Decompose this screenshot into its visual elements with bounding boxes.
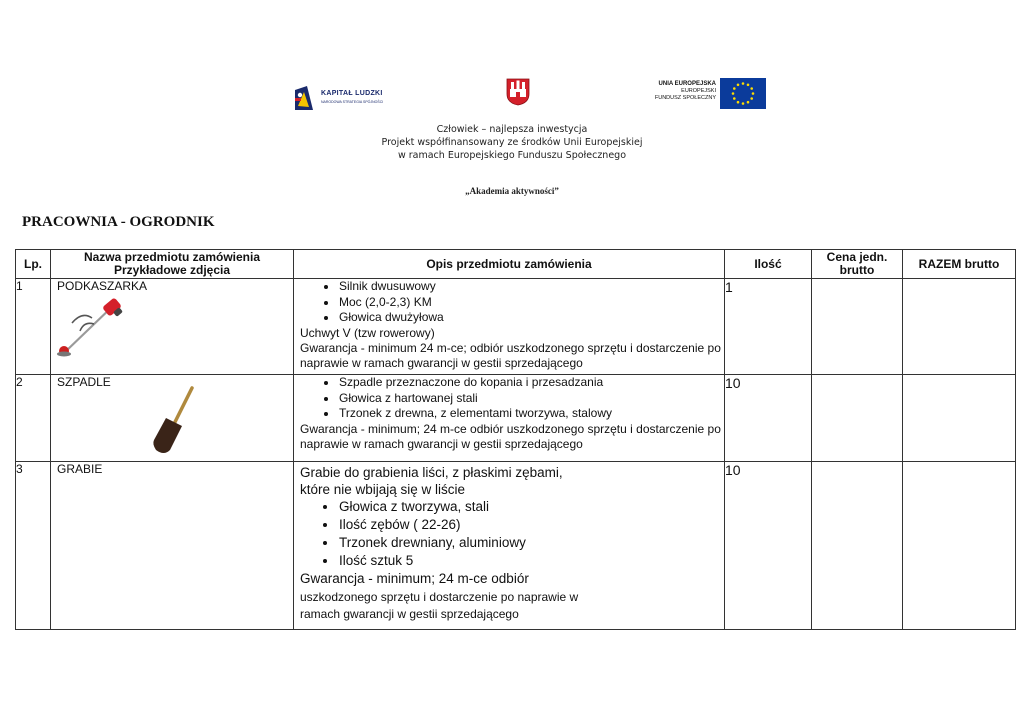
eu-fund-label-1: EUROPEJSKI	[681, 88, 716, 94]
row-1-total	[903, 279, 1016, 375]
row-3-name: GRABIE	[57, 462, 103, 476]
header-lp: Lp.	[16, 250, 51, 279]
row-3-quantity: 10	[725, 462, 812, 630]
row-1-description	[294, 279, 725, 375]
table-header-row	[16, 250, 1016, 279]
header-unit-price-line-1: Cena jedn.	[826, 250, 888, 264]
eu-fund-label-2: FUNDUSZ SPOŁECZNY	[654, 95, 716, 101]
eu-union-label: UNIA EUROPEJSKA	[658, 81, 716, 87]
row-3-warranty	[294, 570, 724, 623]
row-1-bullets	[294, 279, 724, 326]
row-3-description	[294, 462, 725, 630]
eu-flag-icon	[720, 78, 766, 109]
row-1-text-1: Uchwyt V (tzw rowerowy)	[300, 325, 435, 340]
list-item: • Szpadle przeznaczone do kopania i przesadzania	[338, 375, 724, 391]
header-line-3: w ramach Europejskiego Funduszu Społecznego	[397, 150, 627, 161]
header-name-line-2: Przykładowe zdjęcia	[113, 263, 231, 277]
row-1-unit-price	[812, 279, 903, 375]
list-item: • Ilość zębów ( 22-26)	[338, 516, 724, 534]
project-name: „Akademia aktywności”	[465, 186, 559, 196]
header-unit-price-line-2: brutto	[839, 263, 875, 277]
list-item: • Głowica dwużyłowa	[338, 310, 724, 326]
row-3-bullets	[294, 498, 724, 570]
row-2-name-cell	[51, 375, 294, 462]
kapital-ludzki-subtitle: NARODOWA STRATEGIA SPÓJNOŚCI	[321, 100, 384, 104]
order-table	[15, 249, 1016, 630]
list-item: • Silnik dwusuwowy	[338, 279, 724, 295]
header-description: Opis przedmiotu zamówienia	[294, 250, 725, 279]
row-3-lp: 3	[16, 462, 51, 630]
row-1-name: PODKASZARKA	[57, 279, 148, 293]
row-2-name: SZPADLE	[57, 375, 111, 389]
section-title: PRACOWNIA - OGRODNIK	[22, 214, 215, 230]
header-quantity: Ilość	[725, 250, 812, 279]
list-item: • Głowica z tworzywa, stali	[338, 498, 724, 516]
row-3-name-cell	[51, 462, 294, 630]
header-total: RAZEM brutto	[903, 250, 1016, 279]
row-2-unit-price	[812, 375, 903, 462]
list-item: • Moc (2,0-2,3) KM	[338, 295, 724, 311]
table-row	[16, 462, 1016, 630]
table-row	[16, 375, 1016, 462]
header-unit-price	[812, 250, 903, 279]
kapital-ludzki-title: KAPITAŁ LUDZKI	[321, 90, 383, 97]
kapital-ludzki-logo	[295, 86, 405, 112]
row-3-warranty-rest: uszkodzonego sprzętu i dostarczenie po naprawie w ramach gwarancji w gestii sprzedającego	[300, 589, 579, 621]
row-2-bullets	[294, 375, 724, 422]
row-2-text-1: Gwarancja - minimum; 24 m-ce odbiór uszkodzonego sprzętu i dostarczenie po naprawie w ramach gwarancji w gestii sprzedającego	[300, 421, 721, 451]
table-row	[16, 279, 1016, 375]
city-crest-icon	[506, 78, 530, 106]
row-2-quantity: 10	[725, 375, 812, 462]
row-1-name-cell	[51, 279, 294, 375]
list-item: • Trzonek drewniany, aluminiowy	[338, 534, 724, 552]
list-item: • Trzonek z drewna, z elementami tworzywa, stalowy	[338, 406, 724, 422]
logo-bar	[0, 78, 1024, 114]
list-item: • Głowica z hartowanej stali	[338, 391, 724, 407]
row-1-quantity: 1	[725, 279, 812, 375]
kapital-ludzki-mark-icon	[295, 86, 313, 110]
row-3-intro: Grabie do grabienia liści, z płaskimi zębami, które nie wbijają się w liście	[300, 465, 563, 497]
row-2-total	[903, 375, 1016, 462]
row-2-lp: 2	[16, 375, 51, 462]
row-1-lp: 1	[16, 279, 51, 375]
row-1-text-2: Gwarancja - minimum 24 m-ce; odbiór uszkodzonego sprzętu i dostarczenie po naprawie w ramach gwarancji w gestii sprzedającego	[300, 340, 721, 370]
header-block	[0, 123, 1024, 162]
header-name-line-1: Nazwa przedmiotu zamówienia	[83, 250, 261, 264]
header-name	[51, 250, 294, 279]
row-3-unit-price	[812, 462, 903, 630]
list-item: • Ilość sztuk 5	[338, 552, 724, 570]
brush-cutter-icon	[54, 297, 132, 359]
eu-text-logo	[640, 80, 716, 102]
header-line-1: Człowiek – najlepsza inwestycja	[436, 124, 588, 135]
spade-icon	[146, 386, 198, 456]
row-2-description	[294, 375, 725, 462]
row-3-total	[903, 462, 1016, 630]
row-3-warranty-lead: Gwarancja - minimum; 24 m-ce odbiór	[300, 571, 529, 586]
header-line-2: Projekt współfinansowany ze środków Unii Europejskiej	[381, 137, 643, 148]
